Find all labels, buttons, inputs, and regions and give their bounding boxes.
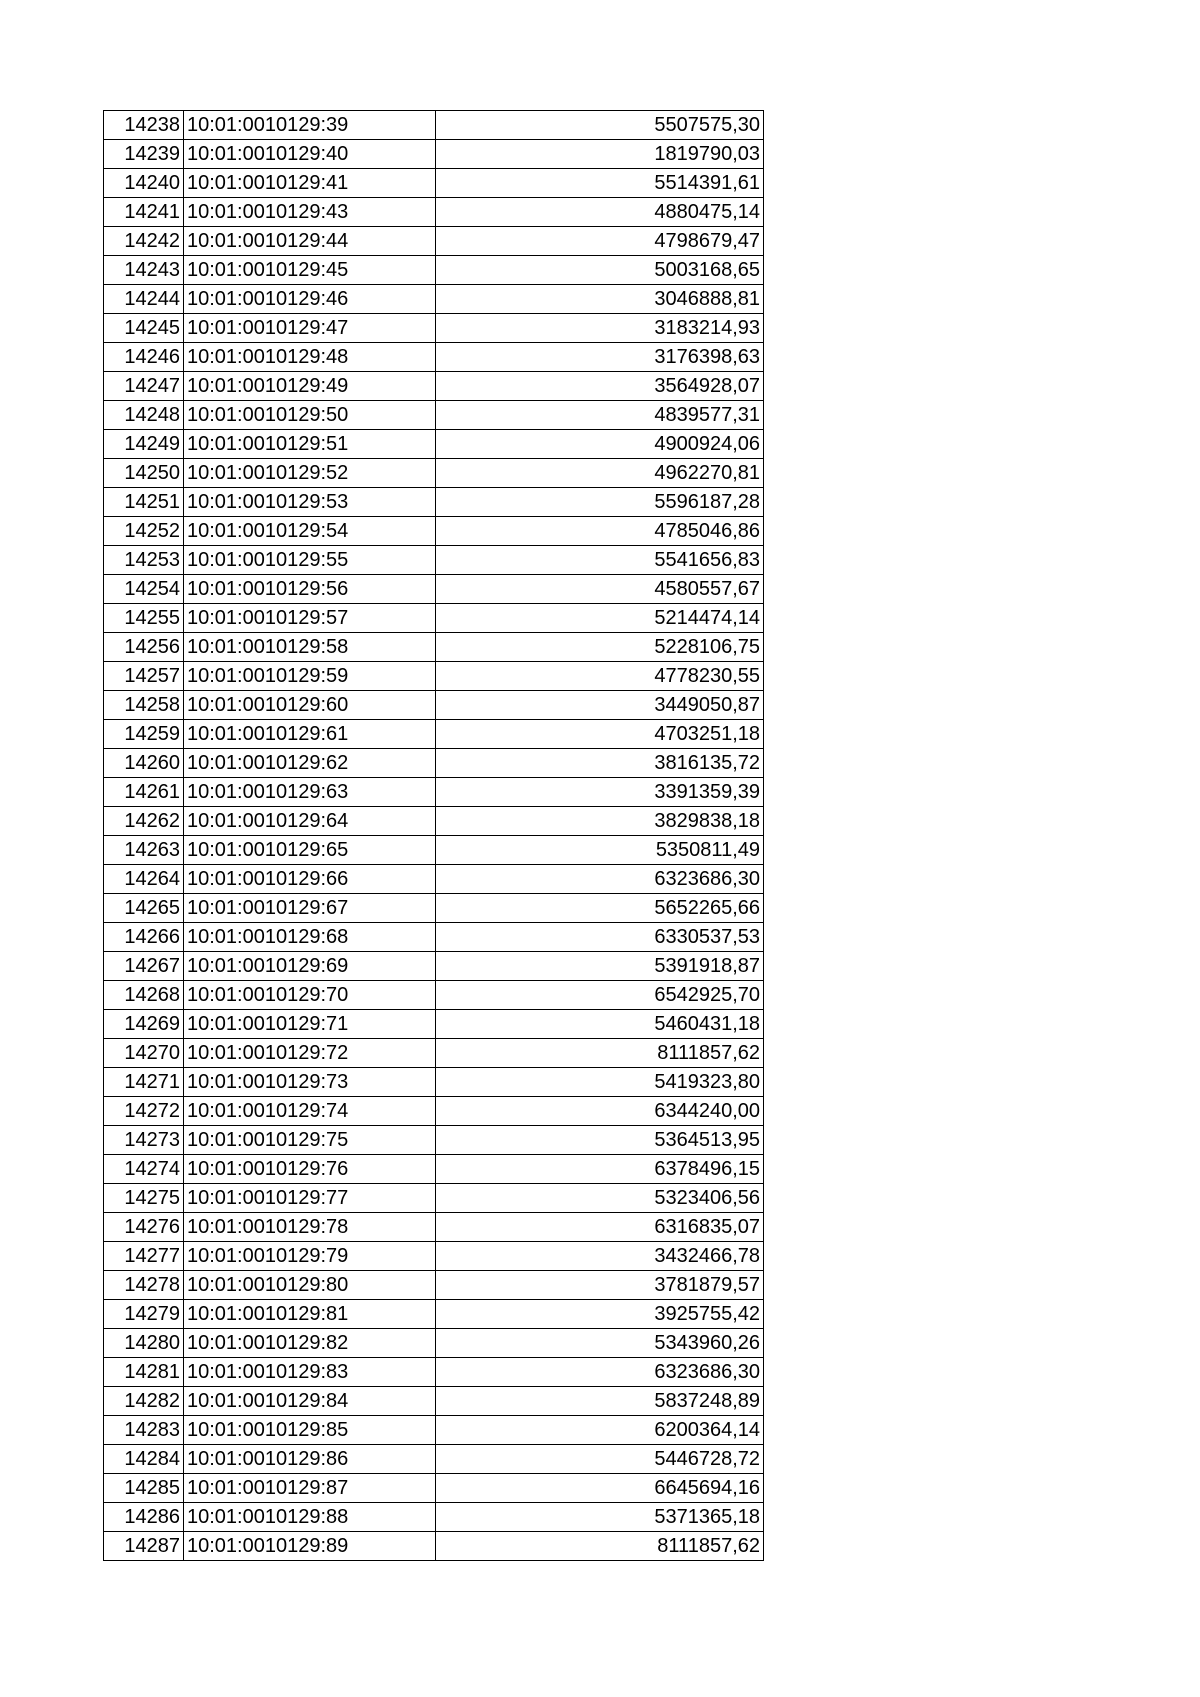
row-number-cell: 14238 bbox=[104, 111, 184, 140]
table-row bbox=[104, 1474, 764, 1503]
cadastral-number-cell: 10:01:0010129:49 bbox=[184, 372, 436, 401]
cadastral-number-cell: 10:01:0010129:48 bbox=[184, 343, 436, 372]
cadastral-number-cell: 10:01:0010129:66 bbox=[184, 865, 436, 894]
table-row bbox=[104, 1387, 764, 1416]
value-cell: 6200364,14 bbox=[436, 1416, 764, 1445]
row-number-cell: 14271 bbox=[104, 1068, 184, 1097]
value-cell: 3829838,18 bbox=[436, 807, 764, 836]
value-cell: 3046888,81 bbox=[436, 285, 764, 314]
value-cell: 4900924,06 bbox=[436, 430, 764, 459]
row-number-cell: 14286 bbox=[104, 1503, 184, 1532]
row-number-cell: 14241 bbox=[104, 198, 184, 227]
table-row bbox=[104, 691, 764, 720]
value-cell: 5837248,89 bbox=[436, 1387, 764, 1416]
row-number-cell: 14259 bbox=[104, 720, 184, 749]
table-row bbox=[104, 1097, 764, 1126]
value-cell: 4778230,55 bbox=[436, 662, 764, 691]
value-cell: 5371365,18 bbox=[436, 1503, 764, 1532]
value-cell: 6542925,70 bbox=[436, 981, 764, 1010]
row-number-cell: 14284 bbox=[104, 1445, 184, 1474]
row-number-cell: 14239 bbox=[104, 140, 184, 169]
value-cell: 5323406,56 bbox=[436, 1184, 764, 1213]
table-row bbox=[104, 662, 764, 691]
table-body bbox=[104, 111, 764, 1561]
table-row bbox=[104, 256, 764, 285]
row-number-cell: 14277 bbox=[104, 1242, 184, 1271]
cadastral-number-cell: 10:01:0010129:62 bbox=[184, 749, 436, 778]
value-cell: 4839577,31 bbox=[436, 401, 764, 430]
cadastral-number-cell: 10:01:0010129:54 bbox=[184, 517, 436, 546]
table-row bbox=[104, 285, 764, 314]
table-row bbox=[104, 546, 764, 575]
row-number-cell: 14240 bbox=[104, 169, 184, 198]
cadastral-number-cell: 10:01:0010129:78 bbox=[184, 1213, 436, 1242]
cadastral-number-cell: 10:01:0010129:88 bbox=[184, 1503, 436, 1532]
value-cell: 4580557,67 bbox=[436, 575, 764, 604]
cadastral-number-cell: 10:01:0010129:59 bbox=[184, 662, 436, 691]
table-row bbox=[104, 488, 764, 517]
value-cell: 5214474,14 bbox=[436, 604, 764, 633]
value-cell: 8111857,62 bbox=[436, 1039, 764, 1068]
cadastral-number-cell: 10:01:0010129:82 bbox=[184, 1329, 436, 1358]
table-row bbox=[104, 749, 764, 778]
row-number-cell: 14251 bbox=[104, 488, 184, 517]
table-row bbox=[104, 1300, 764, 1329]
table-row bbox=[104, 430, 764, 459]
row-number-cell: 14244 bbox=[104, 285, 184, 314]
table-row bbox=[104, 1010, 764, 1039]
row-number-cell: 14256 bbox=[104, 633, 184, 662]
row-number-cell: 14260 bbox=[104, 749, 184, 778]
table-row bbox=[104, 1358, 764, 1387]
table-row bbox=[104, 517, 764, 546]
row-number-cell: 14252 bbox=[104, 517, 184, 546]
row-number-cell: 14245 bbox=[104, 314, 184, 343]
row-number-cell: 14276 bbox=[104, 1213, 184, 1242]
cadastral-number-cell: 10:01:0010129:89 bbox=[184, 1532, 436, 1561]
cadastral-number-cell: 10:01:0010129:64 bbox=[184, 807, 436, 836]
table-row bbox=[104, 169, 764, 198]
row-number-cell: 14246 bbox=[104, 343, 184, 372]
row-number-cell: 14273 bbox=[104, 1126, 184, 1155]
row-number-cell: 14253 bbox=[104, 546, 184, 575]
row-number-cell: 14254 bbox=[104, 575, 184, 604]
cadastral-number-cell: 10:01:0010129:84 bbox=[184, 1387, 436, 1416]
table-row bbox=[104, 865, 764, 894]
table-row bbox=[104, 1445, 764, 1474]
table-row bbox=[104, 314, 764, 343]
table-row bbox=[104, 778, 764, 807]
cadastral-number-cell: 10:01:0010129:52 bbox=[184, 459, 436, 488]
table-row bbox=[104, 1271, 764, 1300]
value-cell: 5228106,75 bbox=[436, 633, 764, 662]
cadastral-number-cell: 10:01:0010129:56 bbox=[184, 575, 436, 604]
cadastral-number-cell: 10:01:0010129:70 bbox=[184, 981, 436, 1010]
table-row bbox=[104, 952, 764, 981]
cadastral-number-cell: 10:01:0010129:76 bbox=[184, 1155, 436, 1184]
row-number-cell: 14250 bbox=[104, 459, 184, 488]
table-row bbox=[104, 633, 764, 662]
value-cell: 6378496,15 bbox=[436, 1155, 764, 1184]
row-number-cell: 14278 bbox=[104, 1271, 184, 1300]
table-row bbox=[104, 894, 764, 923]
value-cell: 6645694,16 bbox=[436, 1474, 764, 1503]
row-number-cell: 14283 bbox=[104, 1416, 184, 1445]
table-row bbox=[104, 604, 764, 633]
cadastral-number-cell: 10:01:0010129:58 bbox=[184, 633, 436, 662]
cadastral-number-cell: 10:01:0010129:55 bbox=[184, 546, 436, 575]
row-number-cell: 14270 bbox=[104, 1039, 184, 1068]
row-number-cell: 14280 bbox=[104, 1329, 184, 1358]
row-number-cell: 14267 bbox=[104, 952, 184, 981]
cadastral-number-cell: 10:01:0010129:71 bbox=[184, 1010, 436, 1039]
value-cell: 3391359,39 bbox=[436, 778, 764, 807]
cadastral-number-cell: 10:01:0010129:73 bbox=[184, 1068, 436, 1097]
value-cell: 5419323,80 bbox=[436, 1068, 764, 1097]
cadastral-number-cell: 10:01:0010129:80 bbox=[184, 1271, 436, 1300]
value-cell: 3925755,42 bbox=[436, 1300, 764, 1329]
cadastral-number-cell: 10:01:0010129:74 bbox=[184, 1097, 436, 1126]
row-number-cell: 14279 bbox=[104, 1300, 184, 1329]
value-cell: 6323686,30 bbox=[436, 865, 764, 894]
row-number-cell: 14255 bbox=[104, 604, 184, 633]
value-cell: 6330537,53 bbox=[436, 923, 764, 952]
value-cell: 6344240,00 bbox=[436, 1097, 764, 1126]
table-row bbox=[104, 807, 764, 836]
value-cell: 3176398,63 bbox=[436, 343, 764, 372]
value-cell: 5514391,61 bbox=[436, 169, 764, 198]
cadastral-number-cell: 10:01:0010129:81 bbox=[184, 1300, 436, 1329]
row-number-cell: 14264 bbox=[104, 865, 184, 894]
cadastral-number-cell: 10:01:0010129:79 bbox=[184, 1242, 436, 1271]
cadastral-number-cell: 10:01:0010129:69 bbox=[184, 952, 436, 981]
value-cell: 4880475,14 bbox=[436, 198, 764, 227]
cadastral-number-cell: 10:01:0010129:63 bbox=[184, 778, 436, 807]
table-row bbox=[104, 1416, 764, 1445]
cadastral-number-cell: 10:01:0010129:41 bbox=[184, 169, 436, 198]
value-cell: 1819790,03 bbox=[436, 140, 764, 169]
row-number-cell: 14281 bbox=[104, 1358, 184, 1387]
table-row bbox=[104, 401, 764, 430]
cadastral-number-cell: 10:01:0010129:85 bbox=[184, 1416, 436, 1445]
cadastral-number-cell: 10:01:0010129:44 bbox=[184, 227, 436, 256]
value-cell: 4962270,81 bbox=[436, 459, 764, 488]
cadastral-number-cell: 10:01:0010129:65 bbox=[184, 836, 436, 865]
table-row bbox=[104, 343, 764, 372]
cadastral-number-cell: 10:01:0010129:60 bbox=[184, 691, 436, 720]
row-number-cell: 14282 bbox=[104, 1387, 184, 1416]
row-number-cell: 14262 bbox=[104, 807, 184, 836]
table-row bbox=[104, 1532, 764, 1561]
value-cell: 5364513,95 bbox=[436, 1126, 764, 1155]
value-cell: 5343960,26 bbox=[436, 1329, 764, 1358]
row-number-cell: 14287 bbox=[104, 1532, 184, 1561]
value-cell: 6316835,07 bbox=[436, 1213, 764, 1242]
row-number-cell: 14274 bbox=[104, 1155, 184, 1184]
table-row bbox=[104, 575, 764, 604]
row-number-cell: 14248 bbox=[104, 401, 184, 430]
value-cell: 3564928,07 bbox=[436, 372, 764, 401]
value-cell: 5652265,66 bbox=[436, 894, 764, 923]
cadastral-number-cell: 10:01:0010129:46 bbox=[184, 285, 436, 314]
table-row bbox=[104, 720, 764, 749]
cadastral-number-cell: 10:01:0010129:43 bbox=[184, 198, 436, 227]
table-row bbox=[104, 1242, 764, 1271]
cadastral-number-cell: 10:01:0010129:53 bbox=[184, 488, 436, 517]
value-cell: 3781879,57 bbox=[436, 1271, 764, 1300]
row-number-cell: 14257 bbox=[104, 662, 184, 691]
table-row bbox=[104, 923, 764, 952]
cadastral-number-cell: 10:01:0010129:75 bbox=[184, 1126, 436, 1155]
cadastral-number-cell: 10:01:0010129:57 bbox=[184, 604, 436, 633]
table-row bbox=[104, 1126, 764, 1155]
row-number-cell: 14258 bbox=[104, 691, 184, 720]
value-cell: 3449050,87 bbox=[436, 691, 764, 720]
row-number-cell: 14266 bbox=[104, 923, 184, 952]
row-number-cell: 14242 bbox=[104, 227, 184, 256]
row-number-cell: 14247 bbox=[104, 372, 184, 401]
cadastral-number-cell: 10:01:0010129:77 bbox=[184, 1184, 436, 1213]
row-number-cell: 14268 bbox=[104, 981, 184, 1010]
value-cell: 6323686,30 bbox=[436, 1358, 764, 1387]
cadastral-value-table bbox=[103, 110, 764, 1561]
row-number-cell: 14243 bbox=[104, 256, 184, 285]
value-cell: 3183214,93 bbox=[436, 314, 764, 343]
cadastral-number-cell: 10:01:0010129:45 bbox=[184, 256, 436, 285]
value-cell: 5507575,30 bbox=[436, 111, 764, 140]
table-row bbox=[104, 111, 764, 140]
value-cell: 8111857,62 bbox=[436, 1532, 764, 1561]
table-row bbox=[104, 372, 764, 401]
table-row bbox=[104, 1503, 764, 1532]
row-number-cell: 14265 bbox=[104, 894, 184, 923]
table-row bbox=[104, 1155, 764, 1184]
cadastral-number-cell: 10:01:0010129:47 bbox=[184, 314, 436, 343]
cadastral-number-cell: 10:01:0010129:40 bbox=[184, 140, 436, 169]
table-row bbox=[104, 1039, 764, 1068]
cadastral-number-cell: 10:01:0010129:86 bbox=[184, 1445, 436, 1474]
cadastral-number-cell: 10:01:0010129:67 bbox=[184, 894, 436, 923]
value-cell: 5460431,18 bbox=[436, 1010, 764, 1039]
value-cell: 4703251,18 bbox=[436, 720, 764, 749]
table-row bbox=[104, 981, 764, 1010]
value-cell: 4785046,86 bbox=[436, 517, 764, 546]
table-row bbox=[104, 198, 764, 227]
table-row bbox=[104, 227, 764, 256]
row-number-cell: 14249 bbox=[104, 430, 184, 459]
value-cell: 5541656,83 bbox=[436, 546, 764, 575]
row-number-cell: 14275 bbox=[104, 1184, 184, 1213]
row-number-cell: 14285 bbox=[104, 1474, 184, 1503]
table-row bbox=[104, 1213, 764, 1242]
cadastral-number-cell: 10:01:0010129:61 bbox=[184, 720, 436, 749]
value-cell: 5003168,65 bbox=[436, 256, 764, 285]
cadastral-number-cell: 10:01:0010129:50 bbox=[184, 401, 436, 430]
cadastral-number-cell: 10:01:0010129:51 bbox=[184, 430, 436, 459]
table-row bbox=[104, 140, 764, 169]
table-row bbox=[104, 1184, 764, 1213]
value-cell: 5391918,87 bbox=[436, 952, 764, 981]
value-cell: 3816135,72 bbox=[436, 749, 764, 778]
value-cell: 5350811,49 bbox=[436, 836, 764, 865]
cadastral-number-cell: 10:01:0010129:87 bbox=[184, 1474, 436, 1503]
value-cell: 5596187,28 bbox=[436, 488, 764, 517]
cadastral-number-cell: 10:01:0010129:39 bbox=[184, 111, 436, 140]
value-cell: 4798679,47 bbox=[436, 227, 764, 256]
table-row bbox=[104, 1329, 764, 1358]
row-number-cell: 14263 bbox=[104, 836, 184, 865]
cadastral-number-cell: 10:01:0010129:83 bbox=[184, 1358, 436, 1387]
table-row bbox=[104, 836, 764, 865]
row-number-cell: 14269 bbox=[104, 1010, 184, 1039]
row-number-cell: 14272 bbox=[104, 1097, 184, 1126]
table-row bbox=[104, 459, 764, 488]
row-number-cell: 14261 bbox=[104, 778, 184, 807]
value-cell: 5446728,72 bbox=[436, 1445, 764, 1474]
value-cell: 3432466,78 bbox=[436, 1242, 764, 1271]
table-row bbox=[104, 1068, 764, 1097]
cadastral-number-cell: 10:01:0010129:72 bbox=[184, 1039, 436, 1068]
cadastral-number-cell: 10:01:0010129:68 bbox=[184, 923, 436, 952]
